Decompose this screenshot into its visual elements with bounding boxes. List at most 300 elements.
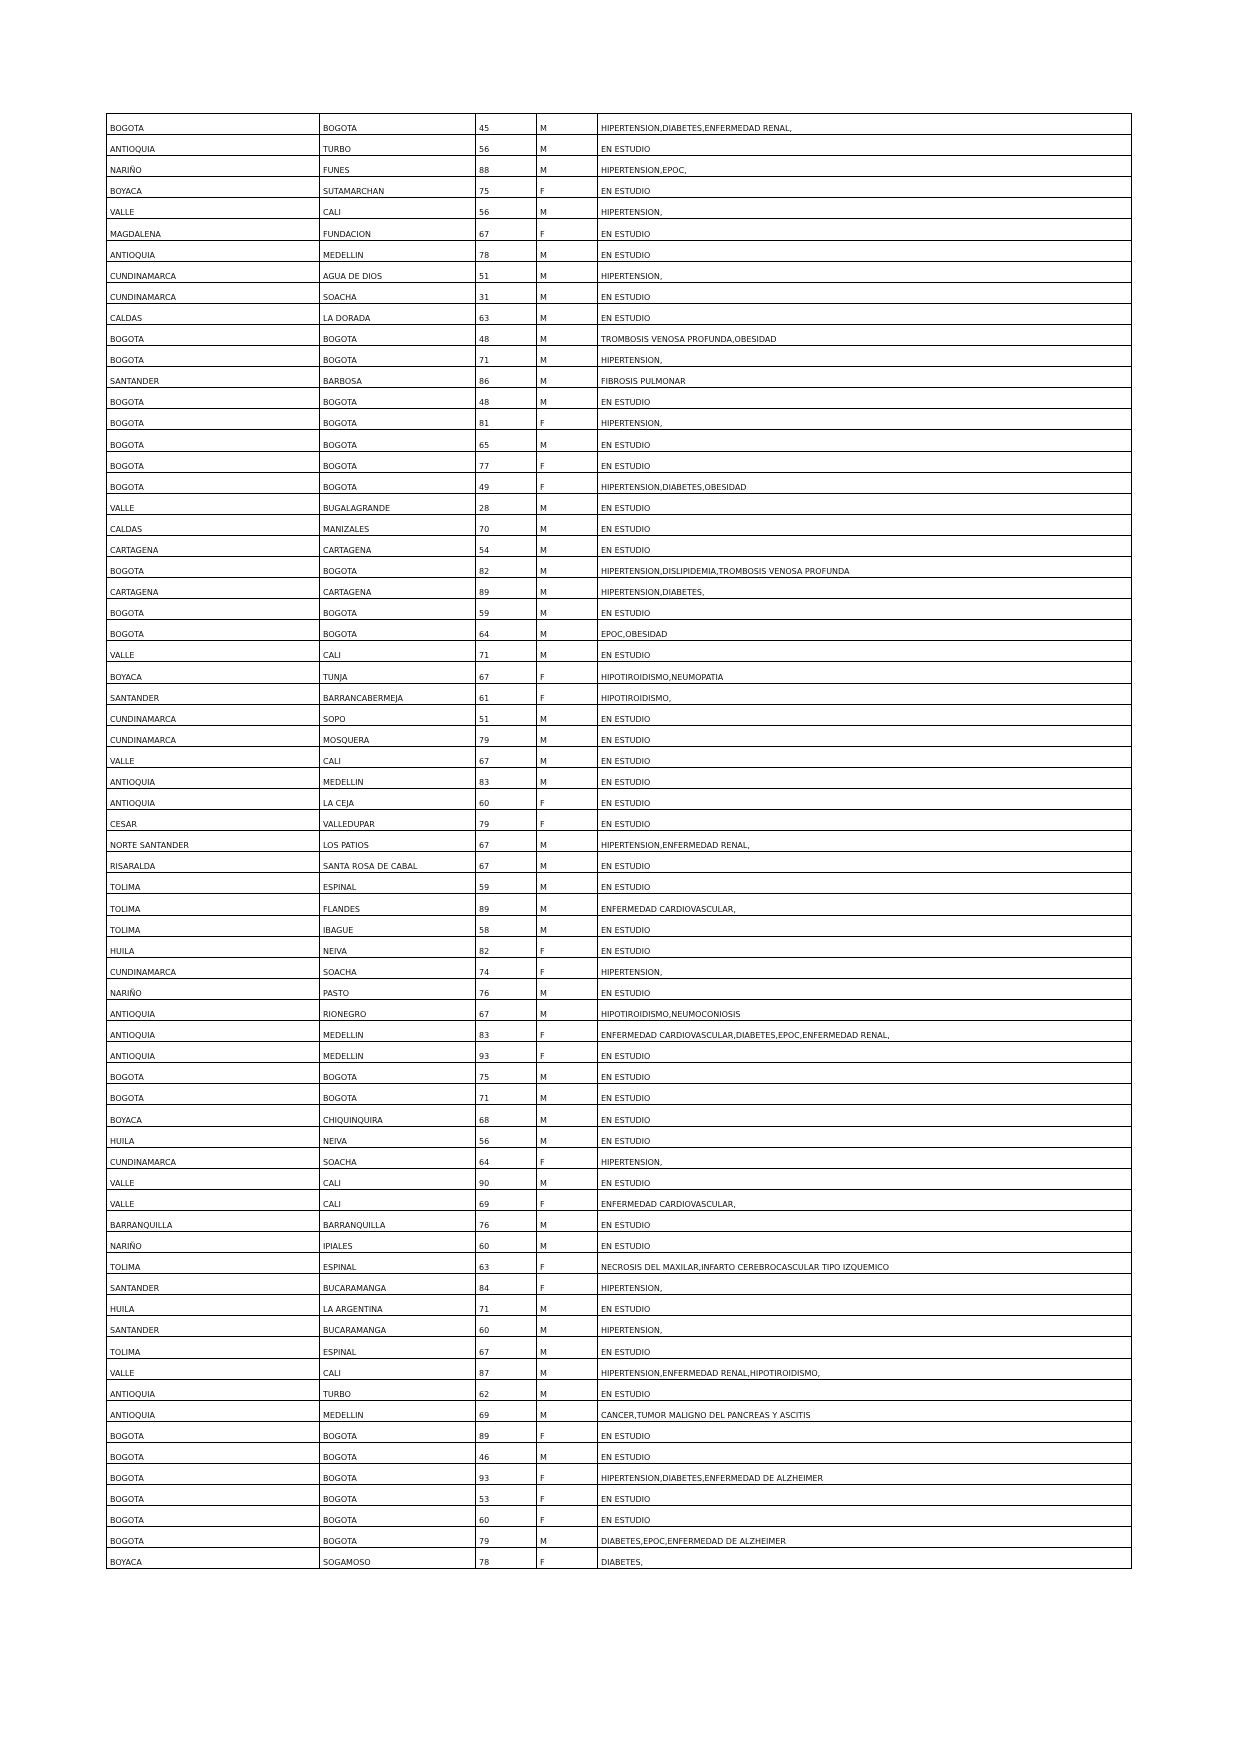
municipality-text: SOACHA — [323, 1157, 357, 1167]
table-row — [107, 1021, 1132, 1042]
age-cell — [476, 135, 537, 156]
sex-text: M — [540, 1347, 547, 1357]
sex-cell — [537, 1358, 598, 1379]
age-cell — [476, 1358, 537, 1379]
department-text: SANTANDER — [110, 1326, 160, 1336]
condition-text: EPOC,OBESIDAD — [601, 630, 668, 640]
table-row — [107, 873, 1132, 894]
condition-cell — [598, 303, 1132, 324]
sex-cell — [537, 472, 598, 493]
municipality-cell — [320, 1274, 476, 1295]
department-text: BOGOTA — [110, 440, 144, 450]
department-text: SANTANDER — [110, 1284, 160, 1294]
department-cell — [107, 1464, 320, 1485]
condition-cell — [598, 1210, 1132, 1231]
age-text: 69 — [479, 1199, 490, 1209]
department-text: CUNDINAMARCA — [110, 714, 176, 724]
table-row — [107, 978, 1132, 999]
condition-cell — [598, 1021, 1132, 1042]
sex-text: M — [540, 778, 547, 787]
municipality-text: TURBO — [323, 1389, 351, 1399]
age-text: 48 — [479, 398, 490, 408]
department-text: BOGOTA — [110, 1516, 144, 1526]
sex-cell — [537, 873, 598, 894]
condition-cell — [598, 514, 1132, 535]
department-cell — [107, 1253, 320, 1274]
sex-cell — [537, 789, 598, 810]
condition-cell — [598, 219, 1132, 240]
municipality-cell — [320, 303, 476, 324]
municipality-text: BARRANQUILLA — [323, 1220, 386, 1230]
department-cell — [107, 409, 320, 430]
sex-text: F — [540, 672, 545, 682]
condition-cell — [598, 135, 1132, 156]
condition-cell — [598, 767, 1132, 788]
age-cell — [476, 1295, 537, 1316]
condition-text: EN ESTUDIO — [601, 988, 651, 998]
age-text: 45 — [479, 124, 490, 134]
sex-cell — [537, 767, 598, 788]
department-text: ANTIOQUIA — [110, 1389, 155, 1399]
sex-cell — [537, 1231, 598, 1252]
municipality-text: MANIZALES — [323, 524, 370, 534]
department-text: CUNDINAMARCA — [110, 735, 176, 745]
age-cell — [476, 1548, 537, 1569]
municipality-cell — [320, 219, 476, 240]
municipality-cell — [320, 1084, 476, 1105]
municipality-text: MEDELLIN — [323, 1052, 364, 1062]
department-cell — [107, 746, 320, 767]
condition-cell — [598, 1400, 1132, 1421]
department-text: BOGOTA — [110, 1474, 144, 1484]
condition-text: ENFERMEDAD CARDIOVASCULAR, — [601, 1199, 736, 1209]
table-row — [107, 472, 1132, 493]
age-text: 64 — [479, 1157, 490, 1167]
table-row — [107, 620, 1132, 641]
sex-text: M — [540, 904, 547, 914]
sex-cell — [537, 915, 598, 936]
municipality-cell — [320, 135, 476, 156]
department-cell — [107, 177, 320, 198]
municipality-text: LA CEJA — [323, 799, 354, 809]
department-cell — [107, 767, 320, 788]
municipality-text: SOACHA — [323, 292, 357, 302]
department-text: ANTIOQUIA — [110, 799, 155, 809]
department-text: CARTAGENA — [110, 545, 159, 555]
municipality-text: BOGOTA — [323, 1094, 357, 1104]
table-row — [107, 683, 1132, 704]
municipality-cell — [320, 1231, 476, 1252]
sex-text: M — [540, 1389, 547, 1399]
municipality-cell — [320, 1485, 476, 1506]
age-cell — [476, 662, 537, 683]
condition-text: HIPERTENSION,DIABETES,ENFERMEDAD DE ALZHEIMER — [601, 1474, 824, 1484]
municipality-text: SANTA ROSA DE CABAL — [323, 862, 418, 872]
department-text: CALDAS — [110, 524, 143, 534]
municipality-cell — [320, 240, 476, 261]
department-cell — [107, 1400, 320, 1421]
department-text: ANTIOQUIA — [110, 778, 155, 787]
table-row — [107, 1548, 1132, 1569]
condition-cell — [598, 1084, 1132, 1105]
municipality-text: BOGOTA — [323, 419, 357, 429]
sex-cell — [537, 852, 598, 873]
condition-cell — [598, 1316, 1132, 1337]
department-text: BOGOTA — [110, 482, 144, 492]
table-row — [107, 1231, 1132, 1252]
condition-text: EN ESTUDIO — [601, 313, 651, 323]
sex-cell — [537, 409, 598, 430]
department-cell — [107, 789, 320, 810]
condition-cell — [598, 472, 1132, 493]
table-row — [107, 746, 1132, 767]
condition-text: HIPOTIROIDISMO,NEUMOPATIA — [601, 672, 724, 682]
department-cell — [107, 1231, 320, 1252]
sex-text: F — [540, 693, 545, 703]
department-cell — [107, 1442, 320, 1463]
department-cell — [107, 219, 320, 240]
table-row — [107, 915, 1132, 936]
condition-text: EN ESTUDIO — [601, 735, 651, 745]
condition-cell — [598, 915, 1132, 936]
table-row — [107, 556, 1132, 577]
municipality-cell — [320, 388, 476, 409]
municipality-text: MEDELLIN — [323, 1410, 364, 1420]
sex-text: F — [540, 967, 545, 977]
sex-cell — [537, 1168, 598, 1189]
age-cell — [476, 683, 537, 704]
age-cell — [476, 1253, 537, 1274]
condition-text: HIPERTENSION,DIABETES,OBESIDAD — [601, 482, 747, 492]
department-text: BOGOTA — [110, 1495, 144, 1505]
municipality-text: BOGOTA — [323, 124, 357, 134]
condition-text: EN ESTUDIO — [601, 398, 651, 408]
department-text: TOLIMA — [110, 925, 141, 935]
municipality-text: BOGOTA — [323, 482, 357, 492]
department-text: ANTIOQUIA — [110, 1031, 155, 1041]
age-cell — [476, 219, 537, 240]
sex-text: M — [540, 925, 547, 935]
department-cell — [107, 704, 320, 725]
age-text: 51 — [479, 714, 490, 724]
department-cell — [107, 1042, 320, 1063]
municipality-cell — [320, 894, 476, 915]
municipality-text: ESPINAL — [323, 883, 357, 893]
department-text: SANTANDER — [110, 693, 160, 703]
table-row — [107, 1253, 1132, 1274]
condition-cell — [598, 810, 1132, 831]
municipality-cell — [320, 789, 476, 810]
department-cell — [107, 1147, 320, 1168]
sex-text: M — [540, 440, 547, 450]
age-cell — [476, 978, 537, 999]
condition-cell — [598, 1442, 1132, 1463]
condition-text: ENFERMEDAD CARDIOVASCULAR,DIABETES,EPOC,ENFERMEDAD RENAL, — [601, 1031, 890, 1041]
department-cell — [107, 1084, 320, 1105]
condition-cell — [598, 493, 1132, 514]
department-text: CUNDINAMARCA — [110, 967, 176, 977]
municipality-text: ESPINAL — [323, 1263, 357, 1273]
sex-text: M — [540, 1094, 547, 1104]
condition-cell — [598, 240, 1132, 261]
sex-cell — [537, 1506, 598, 1527]
age-cell — [476, 1527, 537, 1548]
department-cell — [107, 261, 320, 282]
condition-text: HIPERTENSION, — [601, 1284, 663, 1294]
department-text: TOLIMA — [110, 883, 141, 893]
municipality-text: SUTAMARCHAN — [323, 187, 385, 197]
age-text: 84 — [479, 1284, 490, 1294]
sex-cell — [537, 1400, 598, 1421]
department-cell — [107, 114, 320, 135]
condition-cell — [598, 1421, 1132, 1442]
sex-text: M — [540, 250, 547, 260]
department-text: VALLE — [110, 503, 135, 513]
department-text: VALLE — [110, 651, 135, 661]
condition-text: NECROSIS DEL MAXILAR,INFARTO CEREBROCASCULAR TIPO IZQUEMICO — [601, 1263, 890, 1273]
age-text: 71 — [479, 1305, 490, 1315]
sex-text: M — [540, 1326, 547, 1336]
municipality-text: BOGOTA — [323, 1516, 357, 1526]
condition-cell — [598, 662, 1132, 683]
municipality-text: SOGAMOSO — [323, 1558, 371, 1568]
municipality-cell — [320, 957, 476, 978]
municipality-cell — [320, 493, 476, 514]
sex-cell — [537, 999, 598, 1020]
condition-cell — [598, 999, 1132, 1020]
department-text: VALLE — [110, 1178, 135, 1188]
sex-cell — [537, 599, 598, 620]
municipality-cell — [320, 1147, 476, 1168]
sex-text: M — [540, 735, 547, 745]
sex-text: M — [540, 377, 547, 387]
sex-text: M — [540, 567, 547, 577]
age-text: 60 — [479, 799, 490, 809]
age-cell — [476, 1210, 537, 1231]
age-text: 79 — [479, 735, 490, 745]
condition-text: EN ESTUDIO — [601, 1136, 651, 1146]
condition-text: HIPERTENSION, — [601, 208, 663, 218]
department-cell — [107, 894, 320, 915]
age-text: 82 — [479, 946, 490, 956]
municipality-text: CALI — [323, 651, 341, 661]
sex-cell — [537, 831, 598, 852]
condition-text: TROMBOSIS VENOSA PROFUNDA,OBESIDAD — [601, 335, 777, 345]
table-row — [107, 240, 1132, 261]
sex-text: M — [540, 1115, 547, 1125]
department-text: HUILA — [110, 946, 135, 956]
department-text: VALLE — [110, 1199, 135, 1209]
sex-text: F — [540, 229, 545, 239]
sex-cell — [537, 261, 598, 282]
department-text: BOYACA — [110, 187, 142, 197]
age-cell — [476, 1084, 537, 1105]
condition-cell — [598, 114, 1132, 135]
condition-cell — [598, 704, 1132, 725]
municipality-cell — [320, 261, 476, 282]
age-text: 71 — [479, 1094, 490, 1104]
condition-text: EN ESTUDIO — [601, 292, 651, 302]
age-text: 58 — [479, 925, 490, 935]
condition-text: EN ESTUDIO — [601, 229, 651, 239]
municipality-text: BOGOTA — [323, 630, 357, 640]
age-cell — [476, 746, 537, 767]
age-text: 89 — [479, 588, 490, 598]
table-row — [107, 810, 1132, 831]
department-text: NARIÑO — [110, 166, 142, 176]
department-cell — [107, 915, 320, 936]
municipality-cell — [320, 177, 476, 198]
condition-cell — [598, 451, 1132, 472]
age-cell — [476, 1147, 537, 1168]
table-row — [107, 114, 1132, 135]
sex-text: M — [540, 271, 547, 281]
age-text: 79 — [479, 820, 490, 830]
table-row — [107, 936, 1132, 957]
condition-text: HIPERTENSION, — [601, 419, 663, 429]
condition-text: HIPOTIROIDISMO,NEUMOCONIOSIS — [601, 1010, 741, 1020]
municipality-text: CALI — [323, 208, 341, 218]
condition-text: ENFERMEDAD CARDIOVASCULAR, — [601, 904, 736, 914]
age-cell — [476, 1231, 537, 1252]
sex-text: M — [540, 1305, 547, 1315]
condition-cell — [598, 430, 1132, 451]
age-cell — [476, 1063, 537, 1084]
municipality-cell — [320, 1168, 476, 1189]
department-text: BOGOTA — [110, 1431, 144, 1441]
department-cell — [107, 1316, 320, 1337]
age-text: 69 — [479, 1410, 490, 1420]
municipality-text: IPIALES — [323, 1242, 353, 1252]
age-text: 88 — [479, 166, 490, 176]
municipality-text: BOGOTA — [323, 567, 357, 577]
municipality-cell — [320, 451, 476, 472]
sex-text: M — [540, 292, 547, 302]
table-row — [107, 1506, 1132, 1527]
table-row — [107, 324, 1132, 345]
department-text: CUNDINAMARCA — [110, 271, 176, 281]
table-row — [107, 1084, 1132, 1105]
age-text: 86 — [479, 377, 490, 387]
sex-text: M — [540, 1073, 547, 1083]
sex-text: F — [540, 1431, 545, 1441]
condition-cell — [598, 725, 1132, 746]
condition-cell — [598, 1506, 1132, 1527]
condition-text: FIBROSIS PULMONAR — [601, 377, 686, 387]
condition-text: EN ESTUDIO — [601, 1453, 651, 1462]
age-text: 60 — [479, 1326, 490, 1336]
department-cell — [107, 535, 320, 556]
municipality-cell — [320, 852, 476, 873]
age-cell — [476, 430, 537, 451]
table-row — [107, 662, 1132, 683]
condition-text: EN ESTUDIO — [601, 524, 651, 534]
sex-cell — [537, 1485, 598, 1506]
municipality-text: LA DORADA — [323, 313, 371, 323]
condition-cell — [598, 1126, 1132, 1147]
condition-cell — [598, 1253, 1132, 1274]
department-text: CUNDINAMARCA — [110, 1157, 176, 1167]
condition-cell — [598, 599, 1132, 620]
condition-cell — [598, 1548, 1132, 1569]
age-text: 54 — [479, 545, 490, 555]
age-cell — [476, 1464, 537, 1485]
municipality-text: BUCARAMANGA — [323, 1284, 387, 1294]
condition-cell — [598, 936, 1132, 957]
condition-cell — [598, 789, 1132, 810]
department-text: BOGOTA — [110, 609, 144, 619]
condition-text: EN ESTUDIO — [601, 1073, 651, 1083]
age-cell — [476, 261, 537, 282]
sex-cell — [537, 198, 598, 219]
age-text: 59 — [479, 883, 490, 893]
department-cell — [107, 240, 320, 261]
municipality-cell — [320, 324, 476, 345]
sex-text: F — [540, 1516, 545, 1526]
sex-cell — [537, 240, 598, 261]
sex-text: M — [540, 1410, 547, 1420]
age-text: 51 — [479, 271, 490, 281]
sex-text: M — [540, 124, 547, 134]
condition-cell — [598, 346, 1132, 367]
condition-cell — [598, 1042, 1132, 1063]
table-row — [107, 599, 1132, 620]
age-cell — [476, 1189, 537, 1210]
table-row — [107, 1337, 1132, 1358]
sex-text: M — [540, 609, 547, 619]
municipality-cell — [320, 198, 476, 219]
department-cell — [107, 451, 320, 472]
age-text: 74 — [479, 967, 490, 977]
municipality-text: BOGOTA — [323, 1073, 357, 1083]
age-text: 79 — [479, 1537, 490, 1547]
municipality-text: NEIVA — [323, 1136, 347, 1146]
sex-cell — [537, 641, 598, 662]
age-cell — [476, 324, 537, 345]
age-cell — [476, 409, 537, 430]
municipality-text: BARBOSA — [323, 377, 362, 387]
age-cell — [476, 367, 537, 388]
age-text: 49 — [479, 482, 490, 492]
municipality-cell — [320, 1189, 476, 1210]
table-row — [107, 852, 1132, 873]
municipality-cell — [320, 1253, 476, 1274]
municipality-cell — [320, 683, 476, 704]
condition-cell — [598, 156, 1132, 177]
municipality-text: FUNES — [323, 166, 350, 176]
age-cell — [476, 767, 537, 788]
condition-text: EN ESTUDIO — [601, 883, 651, 893]
municipality-text: MEDELLIN — [323, 1031, 364, 1041]
condition-text: EN ESTUDIO — [601, 1347, 651, 1357]
sex-cell — [537, 177, 598, 198]
department-cell — [107, 725, 320, 746]
department-text: BOYACA — [110, 1558, 142, 1568]
age-cell — [476, 578, 537, 599]
table-row — [107, 198, 1132, 219]
municipality-text: CALI — [323, 1178, 341, 1188]
municipality-cell — [320, 873, 476, 894]
municipality-text: BUGALAGRANDE — [323, 503, 391, 513]
sex-cell — [537, 704, 598, 725]
sex-text: F — [540, 187, 545, 197]
sex-cell — [537, 1337, 598, 1358]
table-row — [107, 1105, 1132, 1126]
age-cell — [476, 789, 537, 810]
condition-cell — [598, 1379, 1132, 1400]
municipality-text: BOGOTA — [323, 1453, 357, 1462]
department-cell — [107, 303, 320, 324]
